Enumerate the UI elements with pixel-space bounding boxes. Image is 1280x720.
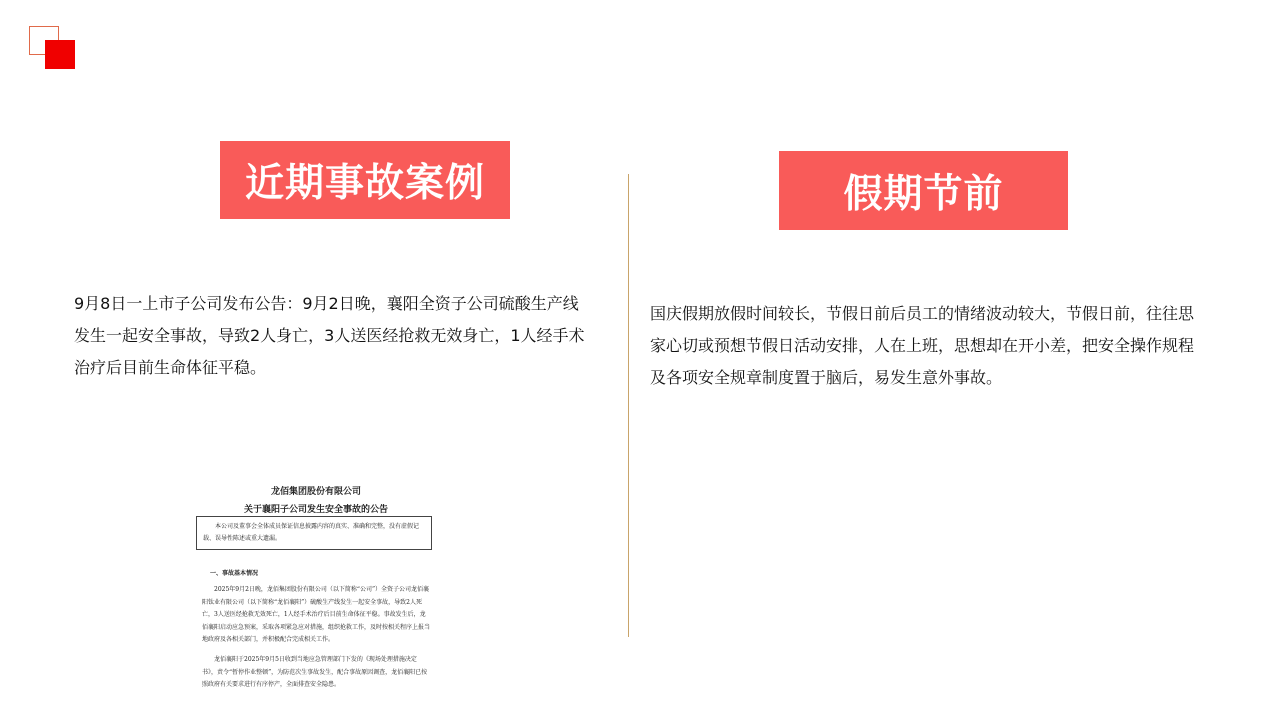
- recent-accident-description: 9月8日一上市子公司发布公告：9月2日晚，襄阳全资子公司硫酸生产线发生一起安全事故，导致2人身亡，3人送医经抢救无效身亡，1人经手术治疗后目前生命体征平稳。: [74, 294, 585, 377]
- heading-recent-accidents-label: 近期事故案例: [244, 161, 485, 206]
- holiday-risk-description: 国庆假期放假时间较长，节假日前后员工的情绪波动较大，节假日前，往往思家心切或预想节假日活动安排，人在上班，思想却在开小差，把安全操作规程及各项安全规章制度置于脑后，易发生意外事故。: [650, 304, 1195, 387]
- document-paragraph: 2025年9月2日晚，龙佰集团股份有限公司（以下简称“公司”）全资子公司龙佰襄阳钛业有限公司（以下简称“龙佰襄阳”）硫酸生产线发生一起安全事故，导致2人死亡，3人送医经抢救无效死亡，1人经手术治疗后目前生命体征平稳。事故发生后，龙佰襄阳启动应急预案，采取各项紧急应对措施，组织抢救工作，及时按相关程序上报当地政府及各相关部门，并积极配合完成相关工作。: [202, 586, 431, 643]
- document-paragraph: 龙佰襄阳于2025年9月5日收到当地应急管理部门下发的《现场处理措施决定书》，责令“暂停作业整顿”，为防范次生事故发生，配合事故原因调查，龙佰襄阳已按照政府有关要求进行有序停产，全面排查安全隐患。: [202, 656, 428, 688]
- document-company-name: 龙佰集团股份有限公司: [270, 487, 361, 497]
- logo-red-square: [45, 40, 75, 69]
- document-disclaimer-box: 本公司及董事会全体成员保证信息披露内容的真实、准确和完整，没有虚假记载、误导性陈述或重大遗漏。: [196, 516, 432, 550]
- heading-recent-accidents: [220, 141, 510, 219]
- heading-before-holiday-label: 假期节前: [843, 171, 1004, 217]
- document-section-heading: 一、事故基本情况: [210, 570, 259, 577]
- column-divider: [628, 174, 629, 637]
- heading-before-holiday: [779, 151, 1068, 230]
- announcement-document-image: [188, 478, 444, 698]
- document-title: 关于襄阳子公司发生安全事故的公告: [243, 505, 388, 515]
